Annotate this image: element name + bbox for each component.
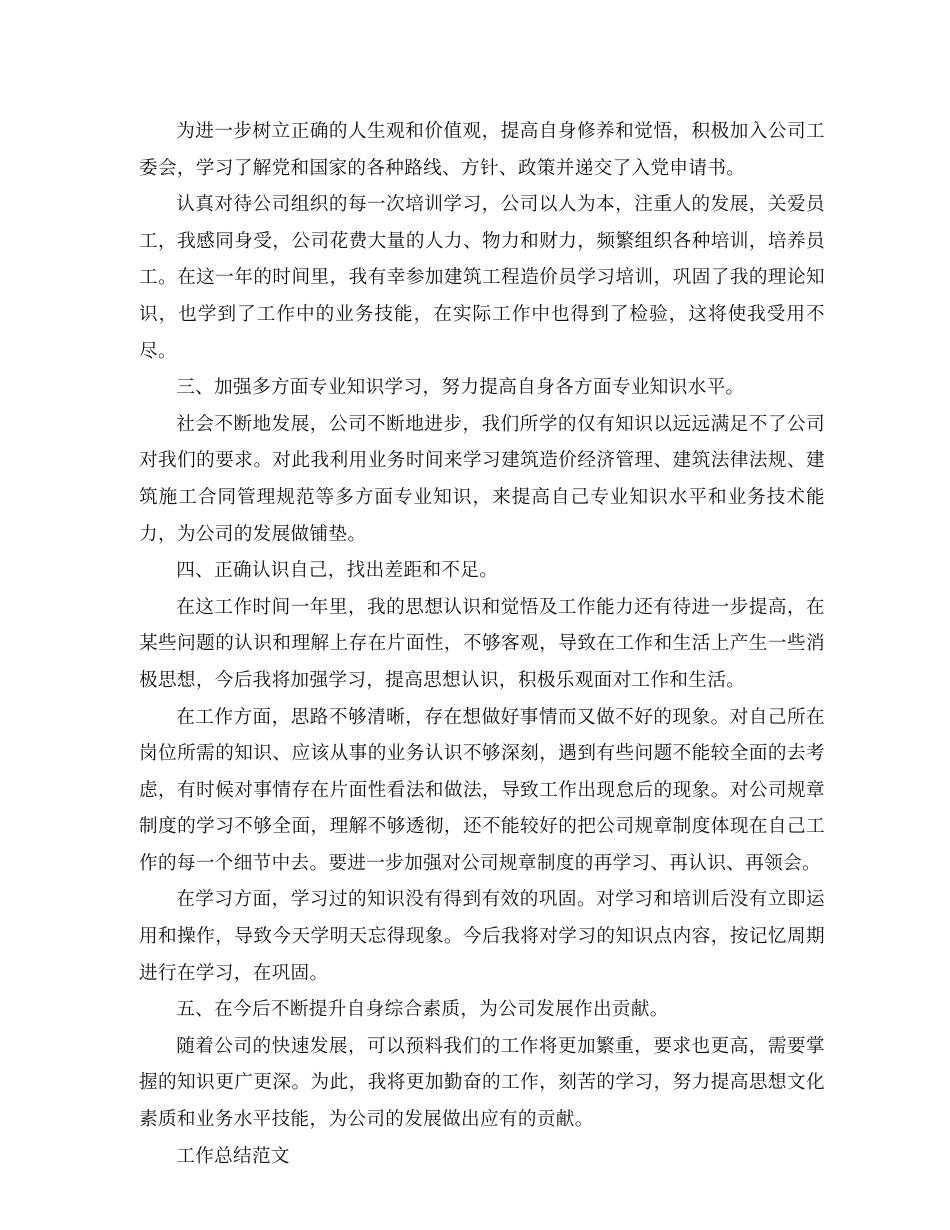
document-body [139,114,825,1175]
paragraph-contribution: 随着公司的快速发展，可以预料我们的工作将更加繁重，要求也更高，需要掌握的知识更广更深。为此，我将更加勤奋的工作，刻苦的学习，努力提高思想文化素质和业务水平技能，为公司的发展做出应有的贡献。 [139,1035,825,1131]
paragraph-work-aspect: 在工作方面，思路不够清晰，存在想做好事情而又做不好的现象。对自己所在岗位所需的知识、应该从事的业务认识不够深刻，遇到有些问题不能较全面的去考虑，有时候对事情存在片面性看法和做法，导致工作出现怠后的现象。对公司规章制度的学习不够全面，理解不够透彻，还不能较好的把公司规章制度体现在自己工作的每一个细节中去。要进一步加强对公司规章制度的再学习、再认识、再领会。 [139,706,825,874]
paragraph-self-awareness: 在这工作时间一年里，我的思想认识和觉悟及工作能力还有待进一步提高，在某些问题的认识和理解上存在片面性，不够客观，导致在工作和生活上产生一些消极思想，今后我将加强学习，提高思想认识，积极乐观面对工作和生活。 [139,596,825,691]
section-heading-5: 五、在今后不断提升自身综合素质，为公司发展作出贡献。 [176,999,669,1021]
paragraph-training: 认真对待公司组织的每一次培训学习，公司以人为本，注重人的发展，关爱员工，我感同身受，公司花费大量的人力、物力和财力，频繁组织各种培训，培养员工。在这一年的时间里，我有幸参加建筑工程造价员学习培训，巩固了我的理论知识，也学到了工作中的业务技能，在实际工作中也得到了检验，这将使我受用不尽。 [139,194,825,362]
paragraph-join-party: 为进一步树立正确的人生观和价值观，提高自身修养和觉悟，积极加入公司工委会，学习了解党和国家的各种路线、方针、政策并递交了入党申请书。 [139,121,825,179]
paragraph-professional-study: 社会不断地发展，公司不断地进步，我们所学的仅有知识以远远满足不了公司对我们的要求。对此我利用业务时间来学习建筑造价经济管理、建筑法律法规、建筑施工合同管理规范等多方面专业知识，来提高自己专业知识水平和业务技术能力，为公司的发展做铺垫。 [139,413,825,545]
section-heading-3: 三、加强多方面专业知识学习，努力提高自身各方面专业知识水平。 [176,377,745,399]
paragraph-study-aspect: 在学习方面，学习过的知识没有得到有效的巩固。对学习和培训后没有立即运用和操作，导致今天学明天忘得现象。今后我将对学习的知识点内容，按记忆周期进行在学习，在巩固。 [139,889,825,984]
closing-title: 工作总结范文 [176,1145,290,1167]
section-heading-4: 四、正确认识自己，找出差距和不足。 [176,560,499,582]
